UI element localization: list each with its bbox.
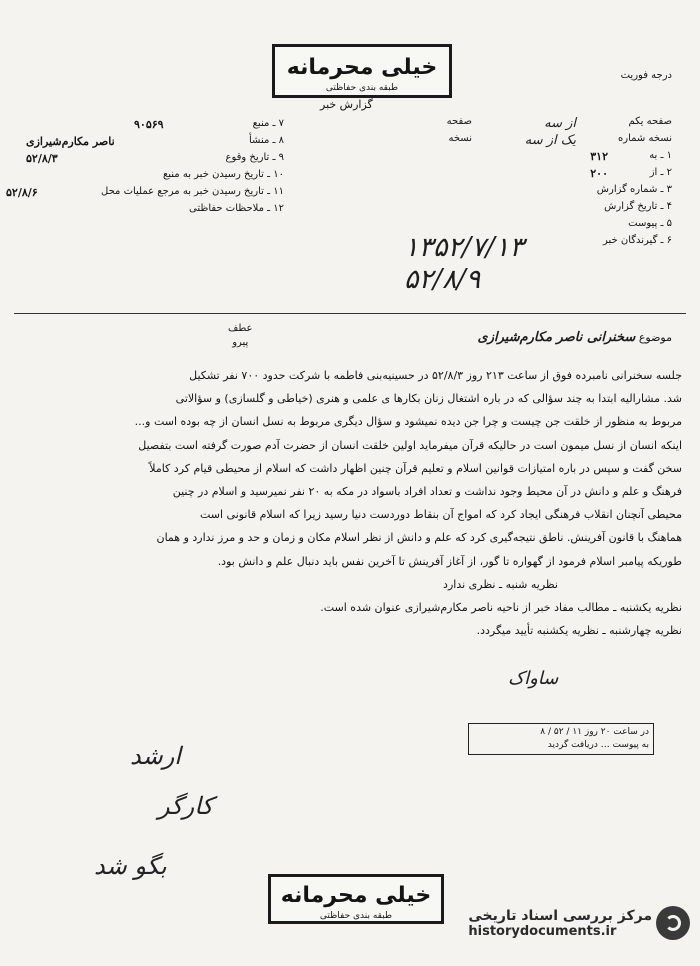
body-line: هماهنگ با قانون آفرینش. ناطق نتیجه‌گیری کرد که علم و دانش از نظر اسلام مکان و زمان و حد و مرز ندارد و همان: [156, 531, 682, 545]
field-row: [14, 169, 284, 186]
urgency-degree: درجه فوریت: [620, 70, 672, 81]
field-value: ۹۰۵۶۹: [134, 118, 164, 131]
signature: کارگر: [158, 792, 213, 820]
field-label: ۳ ـ شماره گزارش: [596, 184, 672, 195]
left-fields: [6, 118, 284, 220]
subject-value: سخنرانی ناصر مکارم‌شیرازی: [477, 330, 636, 345]
body-line: محیطی آنچنان انقلاب فرهنگی ایجاد کرد که امواج آن بنقاط دوردست دنیا رسید زیرا که اسلام قانونی است: [199, 508, 682, 522]
body-line: شد. مشارالیه ابتدا به چند سؤالی که در باره اشتغال زنان بکارها ی علمی و هنری (خیاطی و گلسازی) و سؤالاتی: [175, 392, 682, 406]
watermark: [468, 908, 652, 939]
reference-label: عطف: [228, 323, 253, 334]
field-value: ناصر مکارم‌شیرازی: [26, 135, 115, 148]
body-line: طوریکه پیامبر اسلام فرمود از گهواره تا گور، از آغاز آفرینش تا آخرین نفس باید دنبال علم و دانش بود.: [217, 554, 682, 568]
watermark-text-fa: مرکز بررسی اسناد تاریخی: [468, 908, 652, 924]
field-value: ۵۲/۸/۳: [26, 152, 58, 165]
body-line: سخن گفت و سپس در باره امتیازات قوانین اسلام و تعلیم قرآن چنین اظهار داشت که اسلام از محیطی قیام کرد کاملاً: [149, 461, 682, 475]
classification-stamp-bottom: [268, 874, 444, 924]
field-row: [14, 118, 284, 135]
body-line: اینکه انسان از نسل میمون است در حالیکه قرآن میفرماید اولین خلقت انسان از حضرت آدم صورت گرفته است بتفصیل: [138, 438, 682, 452]
field-row: [412, 133, 672, 150]
field-unit: نسخه: [448, 133, 472, 144]
reference-box: [228, 322, 253, 350]
field-label: ۸ ـ منشأ: [248, 135, 284, 146]
classification-subtitle: طبقه بندی حفاظتی: [319, 911, 393, 921]
receipt-line: به پیوست … دریافت گردید: [547, 740, 649, 750]
field-unit: صفحه: [446, 116, 472, 127]
field-row: [412, 116, 672, 133]
archive-logo-icon: [656, 906, 690, 940]
field-row: [412, 167, 672, 184]
subject-label: موضوع: [638, 331, 672, 344]
field-label: ۷ ـ منبع: [252, 118, 284, 129]
classification-title: خیلی محرمانه: [286, 55, 438, 80]
watermark-text-en: historydocuments.ir: [468, 924, 617, 939]
receipt-line: در ساعت ۲۰ روز ۱۱ / ۵۲ / ۸: [540, 727, 649, 737]
classification-subtitle: طبقه بندی حفاظتی: [325, 83, 399, 93]
field-label: ۱۱ ـ تاریخ رسیدن خبر به مرجع عملیات محل: [101, 186, 284, 197]
field-label: ۲ ـ از: [649, 167, 672, 178]
field-value: ۵۲/۸/۶: [6, 186, 38, 199]
field-value: ۳۱۲: [590, 150, 608, 163]
opinion-line: نظریه چهارشنبه ـ نظریه یکشنبه تأیید میگردد.: [476, 624, 682, 638]
body-line: فرهنگ و علم و دانش در آن محیط وجود نداشت و تعداد افراد باسواد در مکه به ۲۰ نفر نمیرسید و اسلام در چنین: [172, 485, 682, 499]
field-value: از سه: [544, 116, 576, 131]
signature: بگو شد: [94, 852, 167, 880]
body-line: جلسه سخنرانی نامبرده فوق از ساعت ۲۱۳ روز ۵۲/۸/۳ در حسینیه‌بنی فاطمه با شرکت حدود ۷۰۰ نفر تشکیل: [189, 369, 682, 382]
field-label: صفحه یکم: [628, 116, 672, 127]
field-row: [14, 152, 284, 169]
subject-line: [478, 330, 672, 345]
field-row: [14, 135, 284, 152]
receipt-box: [468, 723, 654, 755]
classification-title: خیلی محرمانه: [280, 883, 432, 908]
handwritten-report-number: ۱۳۵۲/۷/۱۳: [404, 232, 524, 263]
section-divider: [14, 313, 686, 314]
report-body: [20, 364, 682, 642]
field-label: ۵ ـ پیوست: [628, 218, 672, 229]
classification-stamp-top: [272, 44, 452, 98]
field-row: [412, 184, 672, 201]
sign-off: ساواک: [508, 668, 559, 689]
field-value: یک از سه: [524, 133, 576, 148]
report-label: گزارش خبر: [320, 98, 373, 111]
reference-sub: پیرو: [232, 337, 249, 348]
field-label: نسخه شماره: [618, 133, 672, 144]
field-value: ۲۰۰: [590, 167, 608, 180]
opinion-line: نظریه یکشنبه ـ مطالب مفاد خبر از ناحیه ناصر مکارم‌شیرازی عنوان شده است.: [320, 601, 682, 615]
field-label: ۶ ـ گیرندگان خبر: [602, 235, 672, 246]
field-label: ۹ ـ تاریخ وقوع: [225, 152, 284, 163]
signature: ارشد: [130, 742, 181, 770]
field-row: [412, 201, 672, 218]
handwritten-report-date: ۵۲/۸/۹: [404, 264, 481, 295]
body-line: مربوط به منظور از خلقت جن چیست و چرا جن دیده نمیشود و سؤال دیگری مربوط به نسل انسان از چه بوده است و...: [134, 415, 682, 429]
field-row: [14, 203, 284, 220]
opinion-line: نظریه شنبه ـ نظری ندارد: [443, 577, 558, 591]
field-label: ۴ ـ تاریخ گزارش: [604, 201, 672, 212]
field-label: ۱۰ ـ تاریخ رسیدن خبر به منبع: [162, 169, 284, 180]
field-row: [6, 186, 284, 203]
field-row: [412, 150, 672, 167]
field-label: ۱ ـ به: [649, 150, 672, 161]
field-label: ۱۲ ـ ملاحظات حفاظتی: [189, 203, 284, 214]
handwritten-numbers: [404, 232, 524, 296]
